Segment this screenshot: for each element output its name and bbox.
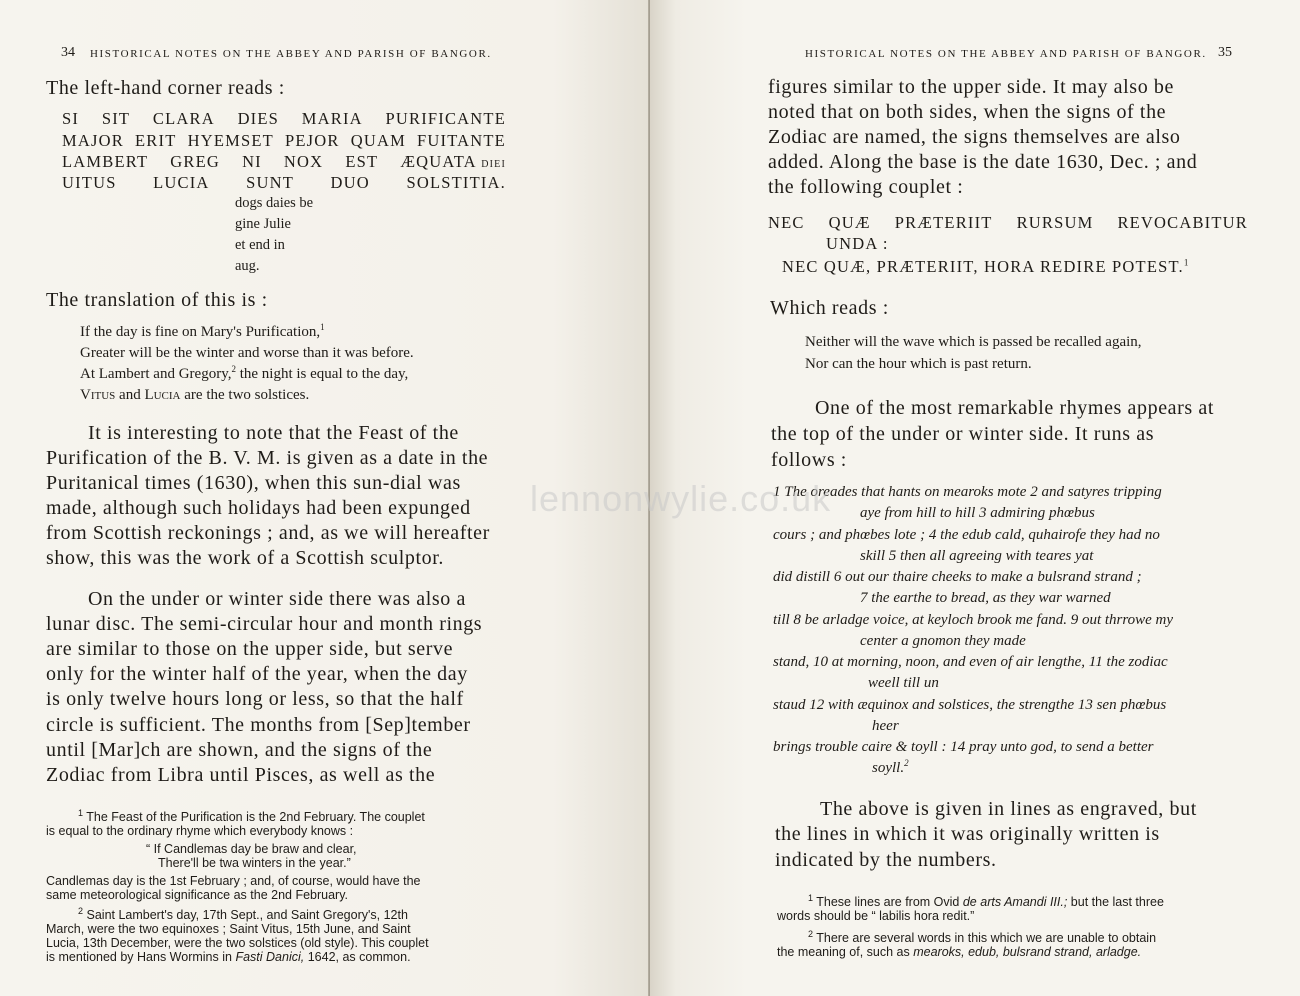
footnote-line: March, were the two equinoxes ; Saint Vitus, 15th June, and Saint <box>46 922 411 936</box>
paragraph-line: circle is sufficient. The months from [Sep]tember <box>46 714 471 736</box>
paragraph-line: until [Mar]ch are shown, and the signs of the <box>46 739 433 761</box>
rhyme-line: cours ; and phœbes lote ; 4 the edub cald, quhairofe they had no <box>773 527 1160 543</box>
latin-line: NEC QUÆ PRÆTERIIT RURSUM REVOCABITUR <box>768 213 1248 232</box>
paragraph-line: indicated by the numbers. <box>775 849 997 871</box>
footnote-line: same meteorological significance as the 2nd February. <box>46 888 349 902</box>
rhyme-line: center a gnomon they made <box>860 633 1026 649</box>
translation-line: At Lambert and Gregory,$^2$ the night is equal to the day, <box>80 364 409 382</box>
paragraph-line: On the under or winter side there was also a <box>88 588 466 610</box>
footnote-line: the meaning of, such as mearoks, edub, bulsrand strand, arladge. <box>777 945 1142 959</box>
watermark: lennonwylie.co.uk <box>530 478 832 519</box>
paragraph-line: only for the winter half of the year, when the day <box>46 663 468 685</box>
paragraph-line: figures similar to the upper side. It may also be <box>768 76 1174 98</box>
rhyme-line: soyll.$^2$ <box>872 758 909 776</box>
translation-line: Nor can the hour which is past return. <box>805 356 1032 372</box>
paragraph-line: Zodiac are named, the signs themselves are also <box>768 126 1181 148</box>
inscription-line: UITUS LUCIA SUNT DUO SOLSTITIA. <box>62 173 506 192</box>
inscription-note: gine Julie <box>235 216 291 232</box>
latin-line: NEC QUÆ, PRÆTERIIT, HORA REDIRE POTEST.$^1$ <box>782 257 1190 276</box>
paragraph-line: One of the most remarkable rhymes appears at <box>815 397 1215 419</box>
footnote-line: Lucia, 13th December, were the two solstices (old style). This couplet <box>46 936 429 950</box>
translation-line: Neither will the wave which is passed be recalled again, <box>805 334 1142 350</box>
rhyme-line: 1 The oreades that hants on mearoks mote 2 and satyres tripping <box>773 484 1162 500</box>
footnote-line: is equal to the ordinary rhyme which everybody knows : <box>46 824 354 838</box>
intro-text: The left-hand corner reads : <box>46 77 285 99</box>
footnote-line: words should be “ labilis hora redit.” <box>777 909 975 923</box>
rhyme-line: staud 12 with æquinox and solstices, the strengthe 13 sen phœbus <box>773 697 1167 713</box>
paragraph-line: follows : <box>771 449 847 471</box>
rhyme-line: brings trouble caire & toyll : 14 pray unto god, to send a better <box>773 739 1154 755</box>
paragraph-line: the following couplet : <box>768 176 964 198</box>
translation-intro: The translation of this is : <box>46 289 268 311</box>
rhyme-line: stand, 10 at morning, noon, and even of air lengthe, 11 the zodiac <box>773 654 1168 670</box>
paragraph-line: It is interesting to note that the Feast of the <box>88 422 459 444</box>
rhyme-line: till 8 be arladge voice, at keyloch brook me fand. 9 out thrrowe my <box>773 612 1174 628</box>
rhyme-line: did distill 6 out our thaire cheeks to make a bulsrand strand ; <box>773 569 1142 585</box>
paragraph-line: show, this was the work of a Scottish sculptor. <box>46 547 444 569</box>
rhyme-line: weell till un <box>868 675 939 691</box>
footnote-2: $^2$ There are several words in this which we are unable to obtain <box>808 928 1157 945</box>
footnote-line: is mentioned by Hans Wormins in Fasti Danici, 1642, as common. <box>46 950 411 964</box>
inscription-note: dogs daies be <box>235 195 314 211</box>
rhyme-line: 7 the earthe to bread, as they war warned <box>860 590 1111 606</box>
paragraph-line: made, although such holidays had been expunged <box>46 497 471 519</box>
paragraph-line: noted that on both sides, when the signs of the <box>768 101 1167 123</box>
inscription-line: LAMBERT GREG NI NOX EST ÆQUATA DIEI <box>62 152 506 171</box>
paragraph-line: from Scottish reckonings ; and, as we will hereafter <box>46 522 490 544</box>
rhyme-line: heer <box>872 718 899 734</box>
footnote-quote: There'll be twa winters in the year.” <box>158 856 351 870</box>
page-number: 35 <box>1218 45 1232 60</box>
paragraph-line: the lines in which it was originally written is <box>775 823 1160 845</box>
paragraph-line: the top of the under or winter side. It runs as <box>771 423 1155 445</box>
paragraph-line: Puritanical times (1630), when this sun-dial was <box>46 472 461 494</box>
paragraph-line: added. Along the base is the date 1630, Dec. ; and <box>768 151 1198 173</box>
translation-line: Vitus and Lucia are the two solstices. <box>80 387 310 403</box>
footnote-1: $^1$ These lines are from Ovid de arts Amandi III.; but the last three <box>808 892 1164 909</box>
paragraph-line: The above is given in lines as engraved, but <box>820 798 1197 820</box>
page-number: 34 <box>61 45 75 60</box>
running-head: HISTORICAL NOTES ON THE ABBEY AND PARISH OF BANGOR. <box>805 48 1207 60</box>
paragraph-line: are similar to those on the upper side, but serve <box>46 638 454 660</box>
inscription-note: et end in <box>235 237 285 253</box>
footnote-1: $^1$ The Feast of the Purification is the 2nd February. The couplet <box>78 807 425 824</box>
paragraph-line: lunar disc. The semi-circular hour and month rings <box>46 613 483 635</box>
inscription-note: aug. <box>235 258 260 274</box>
running-head: HISTORICAL NOTES ON THE ABBEY AND PARISH OF BANGOR. <box>90 48 492 60</box>
translation-line: Greater will be the winter and worse than it was before. <box>80 345 414 361</box>
footnote-2: $^2$ Saint Lambert's day, 17th Sept., and Saint Gregory's, 12th <box>78 905 408 922</box>
rhyme-line: skill 5 then all agreeing with teares yat <box>860 548 1094 564</box>
latin-line: UNDA : <box>826 234 889 253</box>
rhyme-line: aye from hill to hill 3 admiring phœbus <box>860 505 1095 521</box>
paragraph-line: Zodiac from Libra until Pisces, as well as the <box>46 764 436 786</box>
footnote-quote: “ If Candlemas day be braw and clear, <box>146 842 357 856</box>
inscription-line: SI SIT CLARA DIES MARIA PURIFICANTE <box>62 109 506 128</box>
paragraph-line: Purification of the B. V. M. is given as a date in the <box>46 447 489 469</box>
inscription-line: MAJOR ERIT HYEMSET PEJOR QUAM FUITANTE <box>62 131 506 150</box>
paragraph-line: is only twelve hours long or less, so that the half <box>46 688 464 710</box>
which-reads: Which reads : <box>770 297 889 319</box>
footnote-line: Candlemas day is the 1st February ; and, of course, would have the <box>46 874 421 888</box>
translation-line: If the day is fine on Mary's Purification,$^1$ <box>80 322 325 340</box>
